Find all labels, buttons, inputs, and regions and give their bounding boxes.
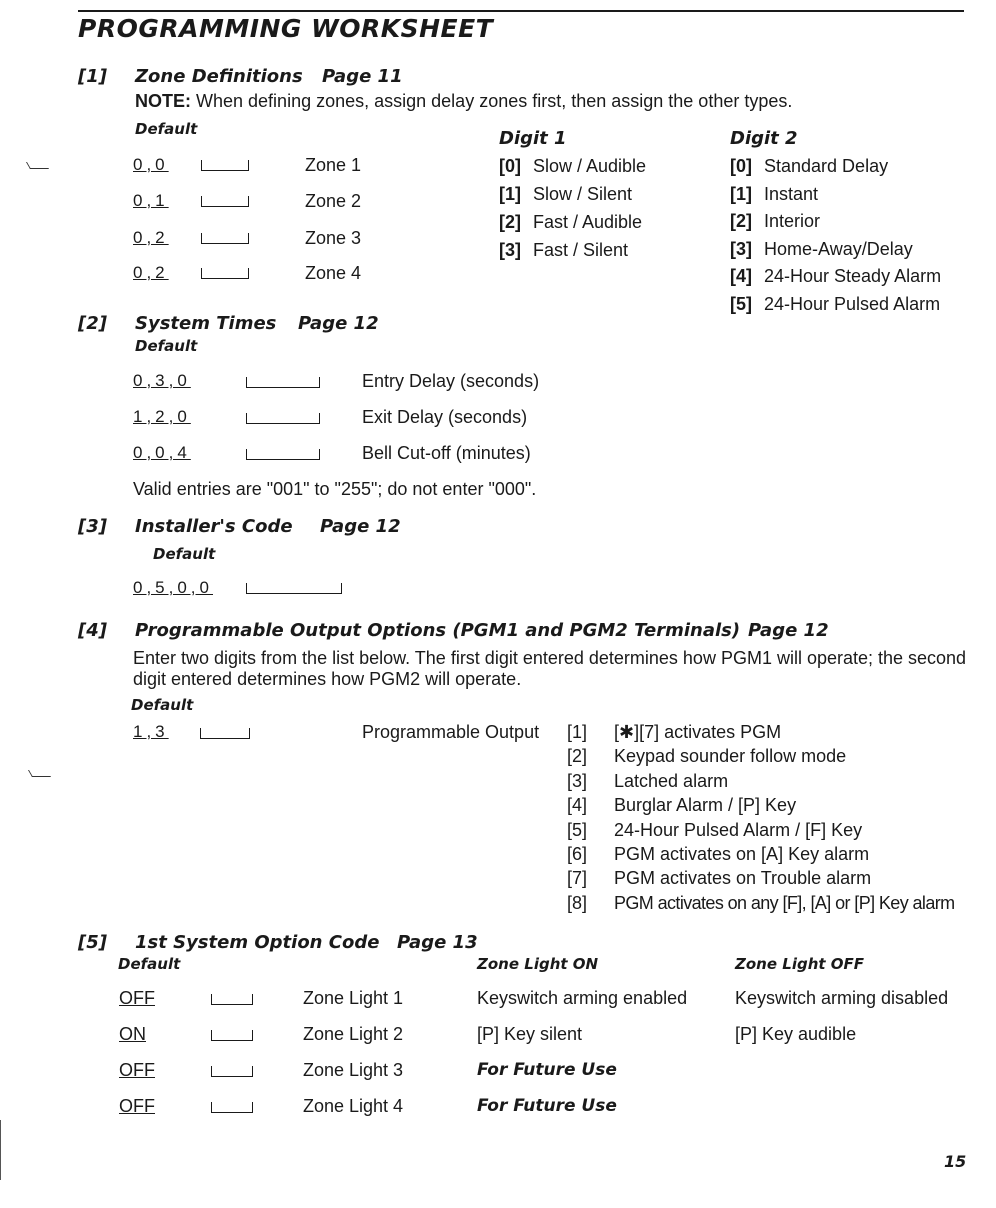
- zone-label: Zone 2: [305, 191, 362, 211]
- section-4-text-line2: digit entered determines how PGM2 will operate.: [133, 669, 522, 689]
- pgm-option-key: [1]: [567, 722, 588, 742]
- zone-light-on-text: For Future Use: [477, 1096, 617, 1116]
- pgm-option-text: 24-Hour Pulsed Alarm / [F] Key: [614, 819, 863, 840]
- digit2-value: 24-Hour Steady Alarm: [764, 266, 942, 286]
- digit1-value: Slow / Audible: [533, 156, 647, 176]
- digit2-value: Standard Delay: [764, 156, 889, 176]
- section-4-text-line1: Enter two digits from the list below. The first digit entered determines how PGM1 will operate; the second: [133, 648, 967, 668]
- installer-code-entry-box[interactable]: [246, 583, 342, 594]
- zone-light-entry-box[interactable]: [211, 1030, 253, 1041]
- digit2-key: [3]: [730, 238, 752, 259]
- section-3-default-label: Default: [153, 545, 216, 563]
- digit2-key: [4]: [730, 266, 752, 286]
- section-3-heading: Installer's Code: [135, 516, 293, 537]
- digit2-key: [1]: [730, 183, 752, 204]
- digit2-heading: Digit 2: [730, 128, 798, 149]
- section-5-default-label: Default: [118, 955, 181, 973]
- installer-code-default: 0,5,0,0: [133, 578, 213, 597]
- zone-light-label: Zone Light 1: [303, 988, 404, 1008]
- digit1-value: Slow / Silent: [533, 184, 633, 204]
- page-number: 15: [944, 1152, 967, 1171]
- pgm-option-key: [2]: [567, 746, 588, 767]
- pgm-option-text: Keypad sounder follow mode: [614, 746, 847, 767]
- digit2-value: 24-Hour Pulsed Alarm: [764, 293, 941, 314]
- zone-entry-box[interactable]: [201, 160, 249, 171]
- pgm-option-key: [8]: [567, 892, 588, 913]
- section-4-default-label: Default: [131, 696, 194, 714]
- section-1-default-label: Default: [135, 120, 198, 138]
- zone-light-default: ON: [119, 1024, 146, 1044]
- digit2-value: Home-Away/Delay: [764, 238, 913, 259]
- section-2-heading: System Times: [135, 313, 277, 334]
- pgm-option-text: PGM activates on any [F], [A] or [P] Key alarm: [614, 892, 955, 913]
- section-5-heading: 1st System Option Code: [135, 932, 380, 953]
- pgm-option-key: [3]: [567, 770, 588, 791]
- header-rule: [78, 10, 964, 12]
- digit1-heading: Digit 1: [499, 128, 567, 149]
- zone-light-default: OFF: [119, 1096, 155, 1116]
- zone-light-off-text: [P] Key audible: [735, 1024, 857, 1044]
- zone-light-entry-box[interactable]: [211, 1066, 253, 1077]
- pgm-default: 1,3: [133, 722, 169, 741]
- digit2-key: [0]: [730, 156, 752, 176]
- system-time-entry-box[interactable]: [246, 377, 320, 388]
- system-time-default: 1,2,0: [133, 407, 191, 426]
- zone-light-default: OFF: [119, 1060, 155, 1080]
- section-3-number: [3]: [78, 516, 107, 537]
- zone-label: Zone 1: [305, 155, 362, 175]
- pgm-option-text: PGM activates on Trouble alarm: [614, 868, 872, 889]
- digit2-value: Interior: [764, 211, 821, 231]
- system-time-entry-box[interactable]: [246, 413, 320, 424]
- digit2-key: [5]: [730, 293, 752, 314]
- section-4-heading: Programmable Output Options (PGM1 and PGM2 Terminals): [135, 620, 741, 641]
- note-text: When defining zones, assign delay zones first, then assign the other types.: [196, 91, 793, 111]
- zone-entry-box[interactable]: [201, 196, 249, 207]
- page-title: PROGRAMMING WORKSHEET: [78, 14, 494, 43]
- digit1-key: [2]: [499, 212, 521, 232]
- margin-mark: [28, 770, 51, 777]
- section-2-number: [2]: [78, 313, 107, 334]
- section-4-page: Page 12: [748, 620, 829, 641]
- digit2-key: [2]: [730, 211, 752, 231]
- pgm-option-key: [7]: [567, 868, 588, 889]
- digit2-value: Instant: [764, 183, 819, 204]
- system-time-default: 0,0,4: [133, 443, 191, 462]
- digit1-key: [0]: [499, 156, 521, 176]
- zone-light-entry-box[interactable]: [211, 1102, 253, 1113]
- note-label: NOTE:: [135, 91, 191, 111]
- zone-default-value: 0,1: [133, 191, 169, 210]
- section-1-heading: Zone Definitions: [135, 66, 303, 87]
- zone-light-default: OFF: [119, 988, 155, 1008]
- section-2-default-label: Default: [135, 337, 198, 355]
- digit1-key: [1]: [499, 184, 521, 204]
- margin-mark: [26, 162, 49, 169]
- zone-light-on-text: Keyswitch arming enabled: [477, 988, 688, 1008]
- zone-entry-box[interactable]: [201, 233, 249, 244]
- zone-light-label: Zone Light 2: [303, 1024, 404, 1044]
- zone-label: Zone 4: [305, 263, 362, 283]
- zone-light-on-text: [P] Key silent: [477, 1024, 583, 1044]
- section-4-number: [4]: [78, 620, 107, 641]
- section-5-page: Page 13: [397, 932, 478, 953]
- zone-light-off-heading: Zone Light OFF: [735, 955, 865, 973]
- system-time-default: 0,3,0: [133, 371, 191, 390]
- digit1-value: Fast / Silent: [533, 240, 629, 260]
- section-1-page: Page 11: [322, 66, 403, 87]
- digit1-key: [3]: [499, 240, 521, 260]
- zone-default-value: 0,2: [133, 263, 169, 282]
- section-1-note: [135, 91, 792, 112]
- pgm-option-text: [✱][7] activates PGM: [614, 722, 782, 742]
- section-5-number: [5]: [78, 932, 107, 953]
- pgm-option-key: [4]: [567, 795, 588, 816]
- pgm-option-text: Burglar Alarm / [P] Key: [614, 795, 797, 816]
- pgm-option-key: [5]: [567, 819, 588, 840]
- zone-entry-box[interactable]: [201, 268, 249, 279]
- system-time-label: Entry Delay (seconds): [362, 371, 540, 391]
- pgm-label: Programmable Output: [362, 722, 540, 742]
- system-time-label: Exit Delay (seconds): [362, 407, 528, 427]
- zone-light-label: Zone Light 3: [303, 1060, 404, 1080]
- digit1-value: Fast / Audible: [533, 212, 643, 232]
- pgm-entry-box[interactable]: [200, 728, 250, 739]
- zone-light-label: Zone Light 4: [303, 1096, 404, 1116]
- system-time-label: Bell Cut-off (minutes): [362, 443, 531, 463]
- margin-line: [0, 1120, 1, 1180]
- zone-label: Zone 3: [305, 228, 362, 248]
- section-3-page: Page 12: [320, 516, 401, 537]
- zone-light-on-heading: Zone Light ON: [477, 955, 599, 973]
- pgm-option-text: PGM activates on [A] Key alarm: [614, 844, 870, 864]
- system-time-entry-box[interactable]: [246, 449, 320, 460]
- zone-light-entry-box[interactable]: [211, 994, 253, 1005]
- valid-entries-note: Valid entries are "001" to "255"; do not enter "000".: [133, 479, 537, 499]
- zone-light-off-text: Keyswitch arming disabled: [735, 988, 949, 1008]
- pgm-option-text: Latched alarm: [614, 770, 729, 791]
- section-1-number: [1]: [78, 66, 107, 87]
- section-2-page: Page 12: [298, 313, 379, 334]
- zone-light-on-text: For Future Use: [477, 1060, 617, 1080]
- zone-default-value: 0,2: [133, 228, 169, 247]
- pgm-option-key: [6]: [567, 844, 588, 864]
- zone-default-value: 0,0: [133, 155, 169, 174]
